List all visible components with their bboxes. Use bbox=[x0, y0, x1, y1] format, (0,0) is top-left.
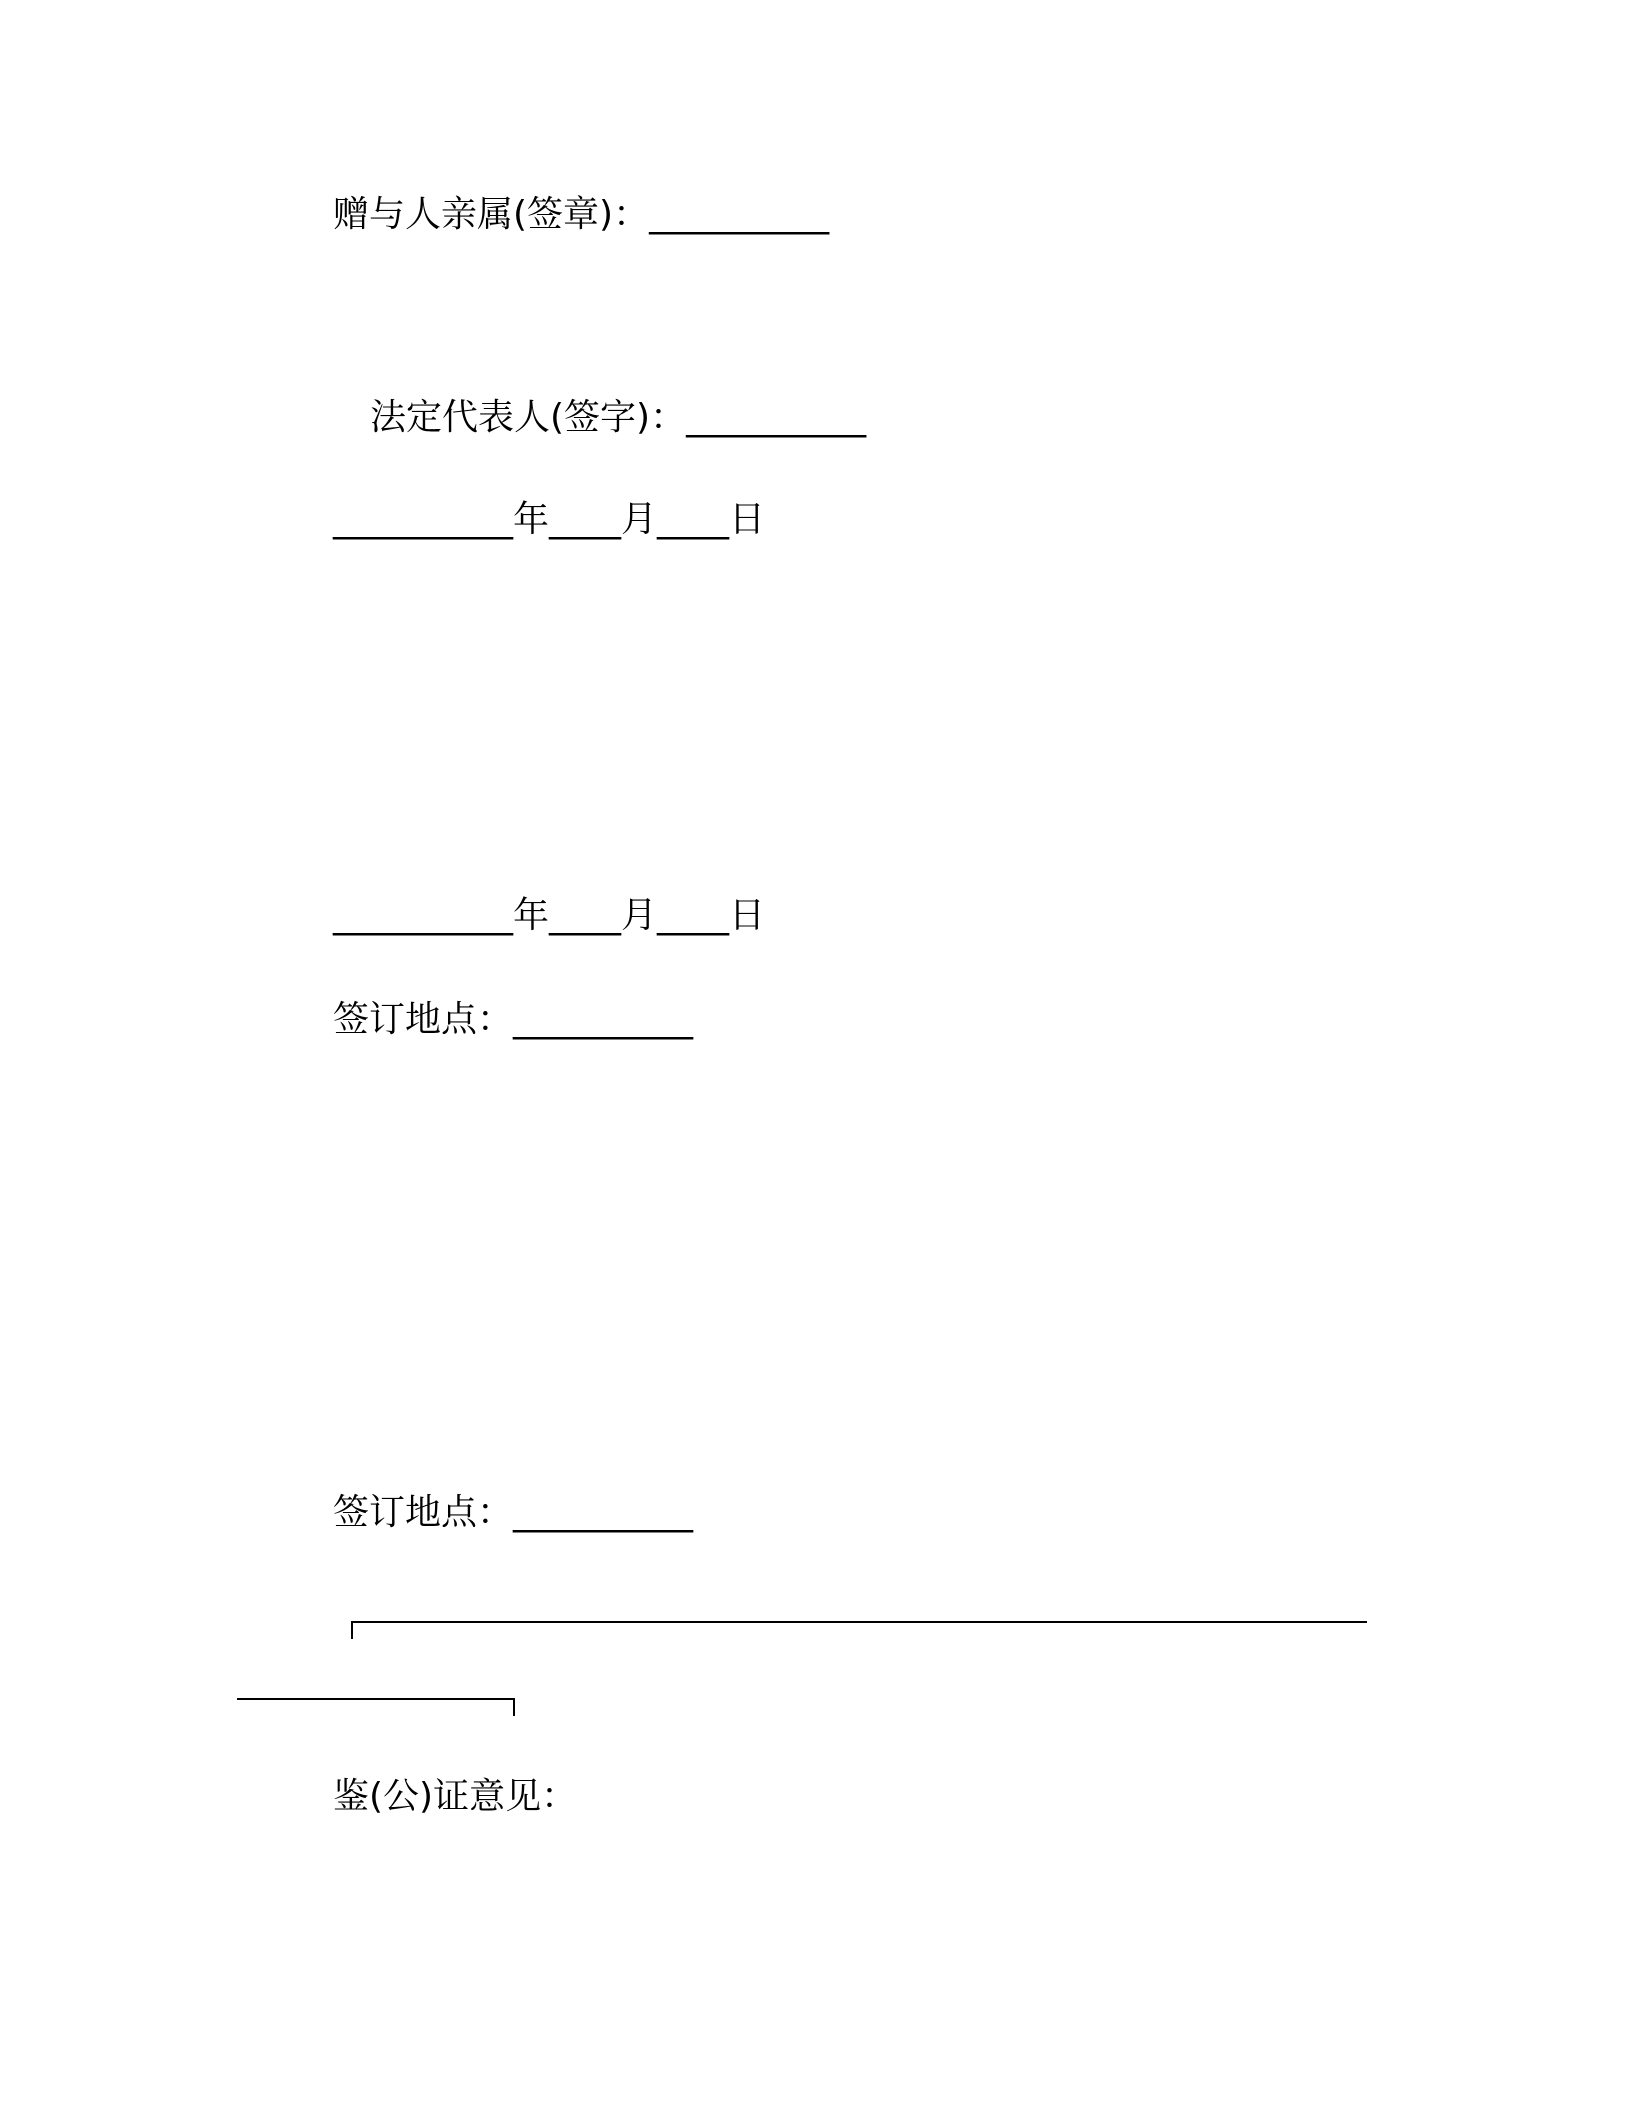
legal-representative-signature-line: 法定代表人(签字)：__________ bbox=[370, 397, 867, 438]
separator-bottom-rule bbox=[237, 1698, 515, 1700]
signing-place-line-2: 签订地点：__________ bbox=[333, 1492, 694, 1533]
separator-bottom-tick bbox=[513, 1698, 515, 1716]
notarization-opinion-heading: 鉴(公)证意见： bbox=[333, 1776, 578, 1817]
date-line-1: __________年____月____日 bbox=[333, 499, 765, 540]
signing-place-line-1: 签订地点：__________ bbox=[333, 999, 694, 1040]
date-line-2: __________年____月____日 bbox=[333, 895, 765, 936]
donor-relative-signature-line: 赠与人亲属(签章)：__________ bbox=[333, 194, 830, 235]
separator-top-rule bbox=[351, 1621, 1367, 1623]
separator-top-tick bbox=[351, 1621, 353, 1639]
